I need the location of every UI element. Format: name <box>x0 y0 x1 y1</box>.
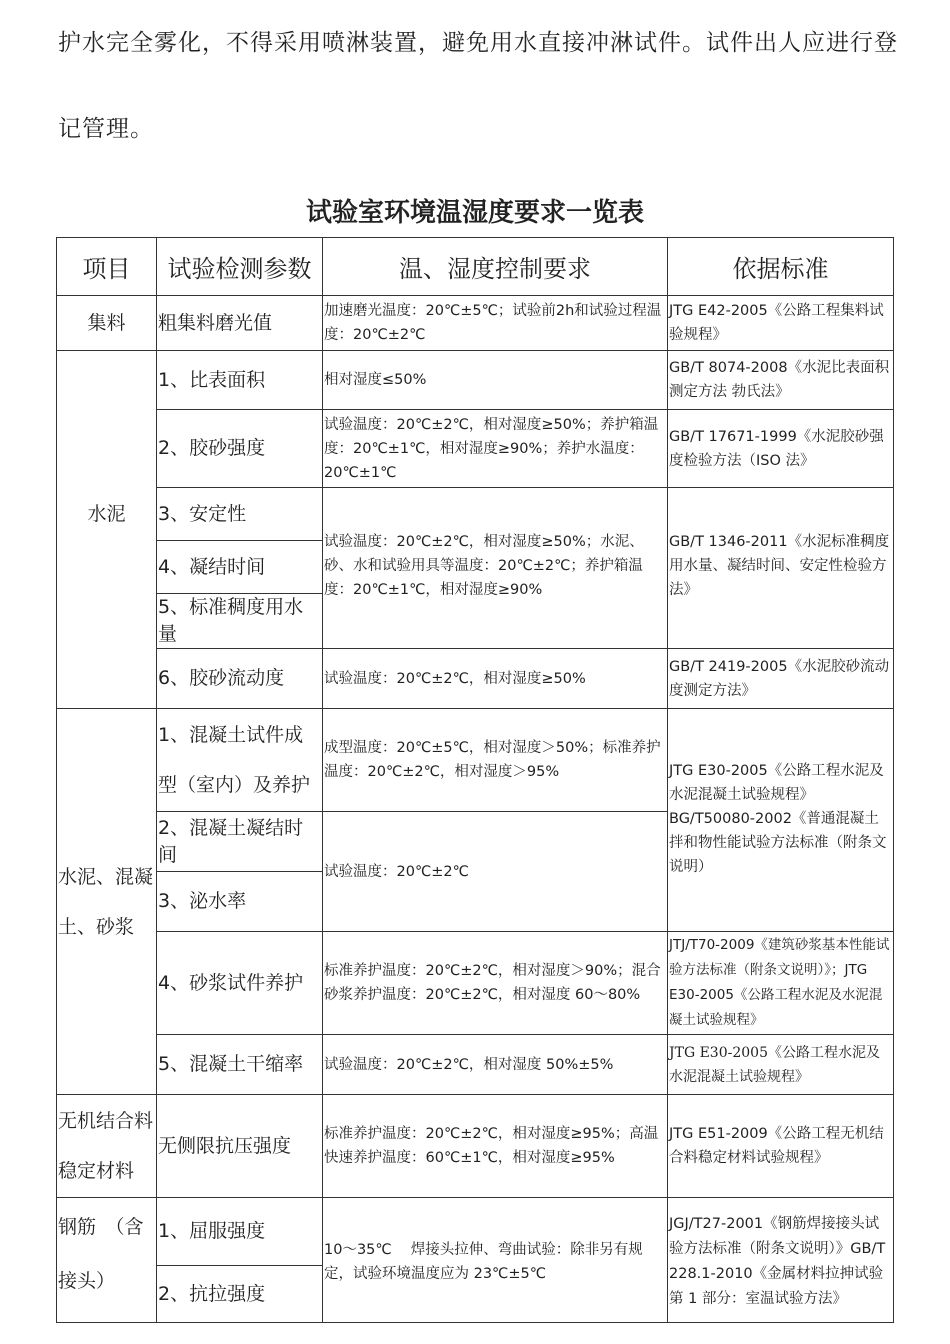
parameter-cell: 3、泌水率 <box>157 872 323 932</box>
header-parameter: 试验检测参数 <box>157 238 323 296</box>
standard-cell: GB/T 17671-1999《水泥胶砂强度检验方法（ISO 法》 <box>668 410 894 488</box>
header-item: 项目 <box>57 238 157 296</box>
table-row <box>57 1035 894 1095</box>
table-row <box>57 932 894 1035</box>
standard-cell: JTG E51-2009《公路工程无机结合料稳定材料试验规程》 <box>668 1095 894 1198</box>
parameter-cell: 5、标准稠度用水量 <box>157 594 323 649</box>
parameter-cell: 2、胶砂强度 <box>157 410 323 488</box>
parameter-cell: 3、安定性 <box>157 488 323 541</box>
requirement-cell: 标准养护温度：20℃±2℃，相对湿度≥95%；高温快速养护温度：60℃±1℃，相对湿度≥95% <box>323 1095 668 1198</box>
standard-cell: JTJ/T70-2009《建筑砂浆基本性能试验方法标准（附条文说明）》；JTG E30-2005《公路工程水泥及水泥混凝土试验规程》 <box>668 932 894 1035</box>
table-row <box>57 709 894 812</box>
requirement-cell: 相对湿度≤50% <box>323 351 668 410</box>
requirement-cell: 10～35℃ 焊接头拉伸、弯曲试验：除非另有规定，试验环境温度应为 23℃±5℃ <box>323 1198 668 1323</box>
parameter-cell: 2、抗拉强度 <box>157 1266 323 1323</box>
table-header-row <box>57 238 894 296</box>
requirement-cell: 试验温度：20℃±2℃，相对湿度 50%±5% <box>323 1035 668 1095</box>
parameter-cell: 4、砂浆试件养护 <box>157 932 323 1035</box>
requirement-cell: 标准养护温度：20℃±2℃，相对湿度＞90%；混合砂浆养护温度：20℃±2℃，相对湿度 60～80% <box>323 932 668 1035</box>
parameter-cell: 6、胶砂流动度 <box>157 649 323 709</box>
table-row <box>57 488 894 541</box>
requirement-cell: 加速磨光温度：20℃±5℃；试验前2h和试验过程温度：20℃±2℃ <box>323 296 668 351</box>
item-cell: 水泥、混凝土、砂浆 <box>57 709 157 1095</box>
standard-cell: JTG E42-2005《公路工程集料试验规程》 <box>668 296 894 351</box>
parameter-cell: 1、混凝土试件成型（室内）及养护 <box>157 709 323 812</box>
parameter-cell: 1、比表面积 <box>157 351 323 410</box>
requirement-cell: 试验温度：20℃±2℃，相对湿度≥50%；养护箱温度：20℃±1℃，相对湿度≥90%；养护水温度：20℃±1℃ <box>323 410 668 488</box>
table-row <box>57 351 894 410</box>
parameter-cell: 5、混凝土干缩率 <box>157 1035 323 1095</box>
item-cell: 无机结合料稳定材料 <box>57 1095 157 1198</box>
standard-cell: GB/T 1346-2011《水泥标准稠度用水量、凝结时间、安定性检验方法》 <box>668 488 894 649</box>
item-cell: 集料 <box>57 296 157 351</box>
standard-cell: JGJ/T27-2001《钢筋焊接接头试验方法标准（附条文说明）》GB/T 228.1-2010《金属材料拉抻试验第 1 部分：室温试验方法》 <box>668 1198 894 1323</box>
standard-cell: JTG E30-2005《公路工程水泥及水泥混凝土试验规程》 <box>668 1035 894 1095</box>
requirement-cell: 试验温度：20℃±2℃，相对湿度≥50%；水泥、砂、水和试验用具等温度：20℃±2℃；养护箱温度：20℃±1℃，相对湿度≥90% <box>323 488 668 649</box>
standard-cell: JTG E30-2005《公路工程水泥及水泥混凝土试验规程》BG/T50080-2002《普通混凝土拌和物性能试验方法标准（附条文说明） <box>668 709 894 932</box>
table-row <box>57 296 894 351</box>
standard-cell: GB/T 2419-2005《水泥胶砂流动度测定方法》 <box>668 649 894 709</box>
requirement-cell: 试验温度：20℃±2℃，相对湿度≥50% <box>323 649 668 709</box>
parameter-cell: 粗集料磨光值 <box>157 296 323 351</box>
item-cell: 水泥 <box>57 351 157 709</box>
table-title: 试验室环境温湿度要求一览表 <box>305 198 644 228</box>
parameter-cell: 4、凝结时间 <box>157 541 323 594</box>
parameter-cell: 1、屈服强度 <box>157 1198 323 1266</box>
table-row <box>57 649 894 709</box>
requirement-cell: 试验温度：20℃±2℃ <box>323 812 668 932</box>
header-requirement: 温、湿度控制要求 <box>323 238 668 296</box>
parameter-cell: 2、混凝土凝结时间 <box>157 812 323 872</box>
table-row <box>57 410 894 488</box>
standard-cell: GB/T 8074-2008《水泥比表面积测定方法 勃氏法》 <box>668 351 894 410</box>
table-row <box>57 1095 894 1198</box>
table-row <box>57 1198 894 1266</box>
intro-paragraph: 护水完全雾化，不得采用喷淋装置，避免用水直接冲淋试件。试件出人应进行登记管理。 <box>58 30 898 142</box>
item-cell: 钢筋 （含接头） <box>57 1198 157 1323</box>
requirements-table <box>56 237 894 1323</box>
header-standard: 依据标准 <box>668 238 894 296</box>
requirement-cell: 成型温度：20℃±5℃，相对湿度＞50%；标准养护温度：20℃±2℃，相对湿度＞95% <box>323 709 668 812</box>
parameter-cell: 无侧限抗压强度 <box>157 1095 323 1198</box>
